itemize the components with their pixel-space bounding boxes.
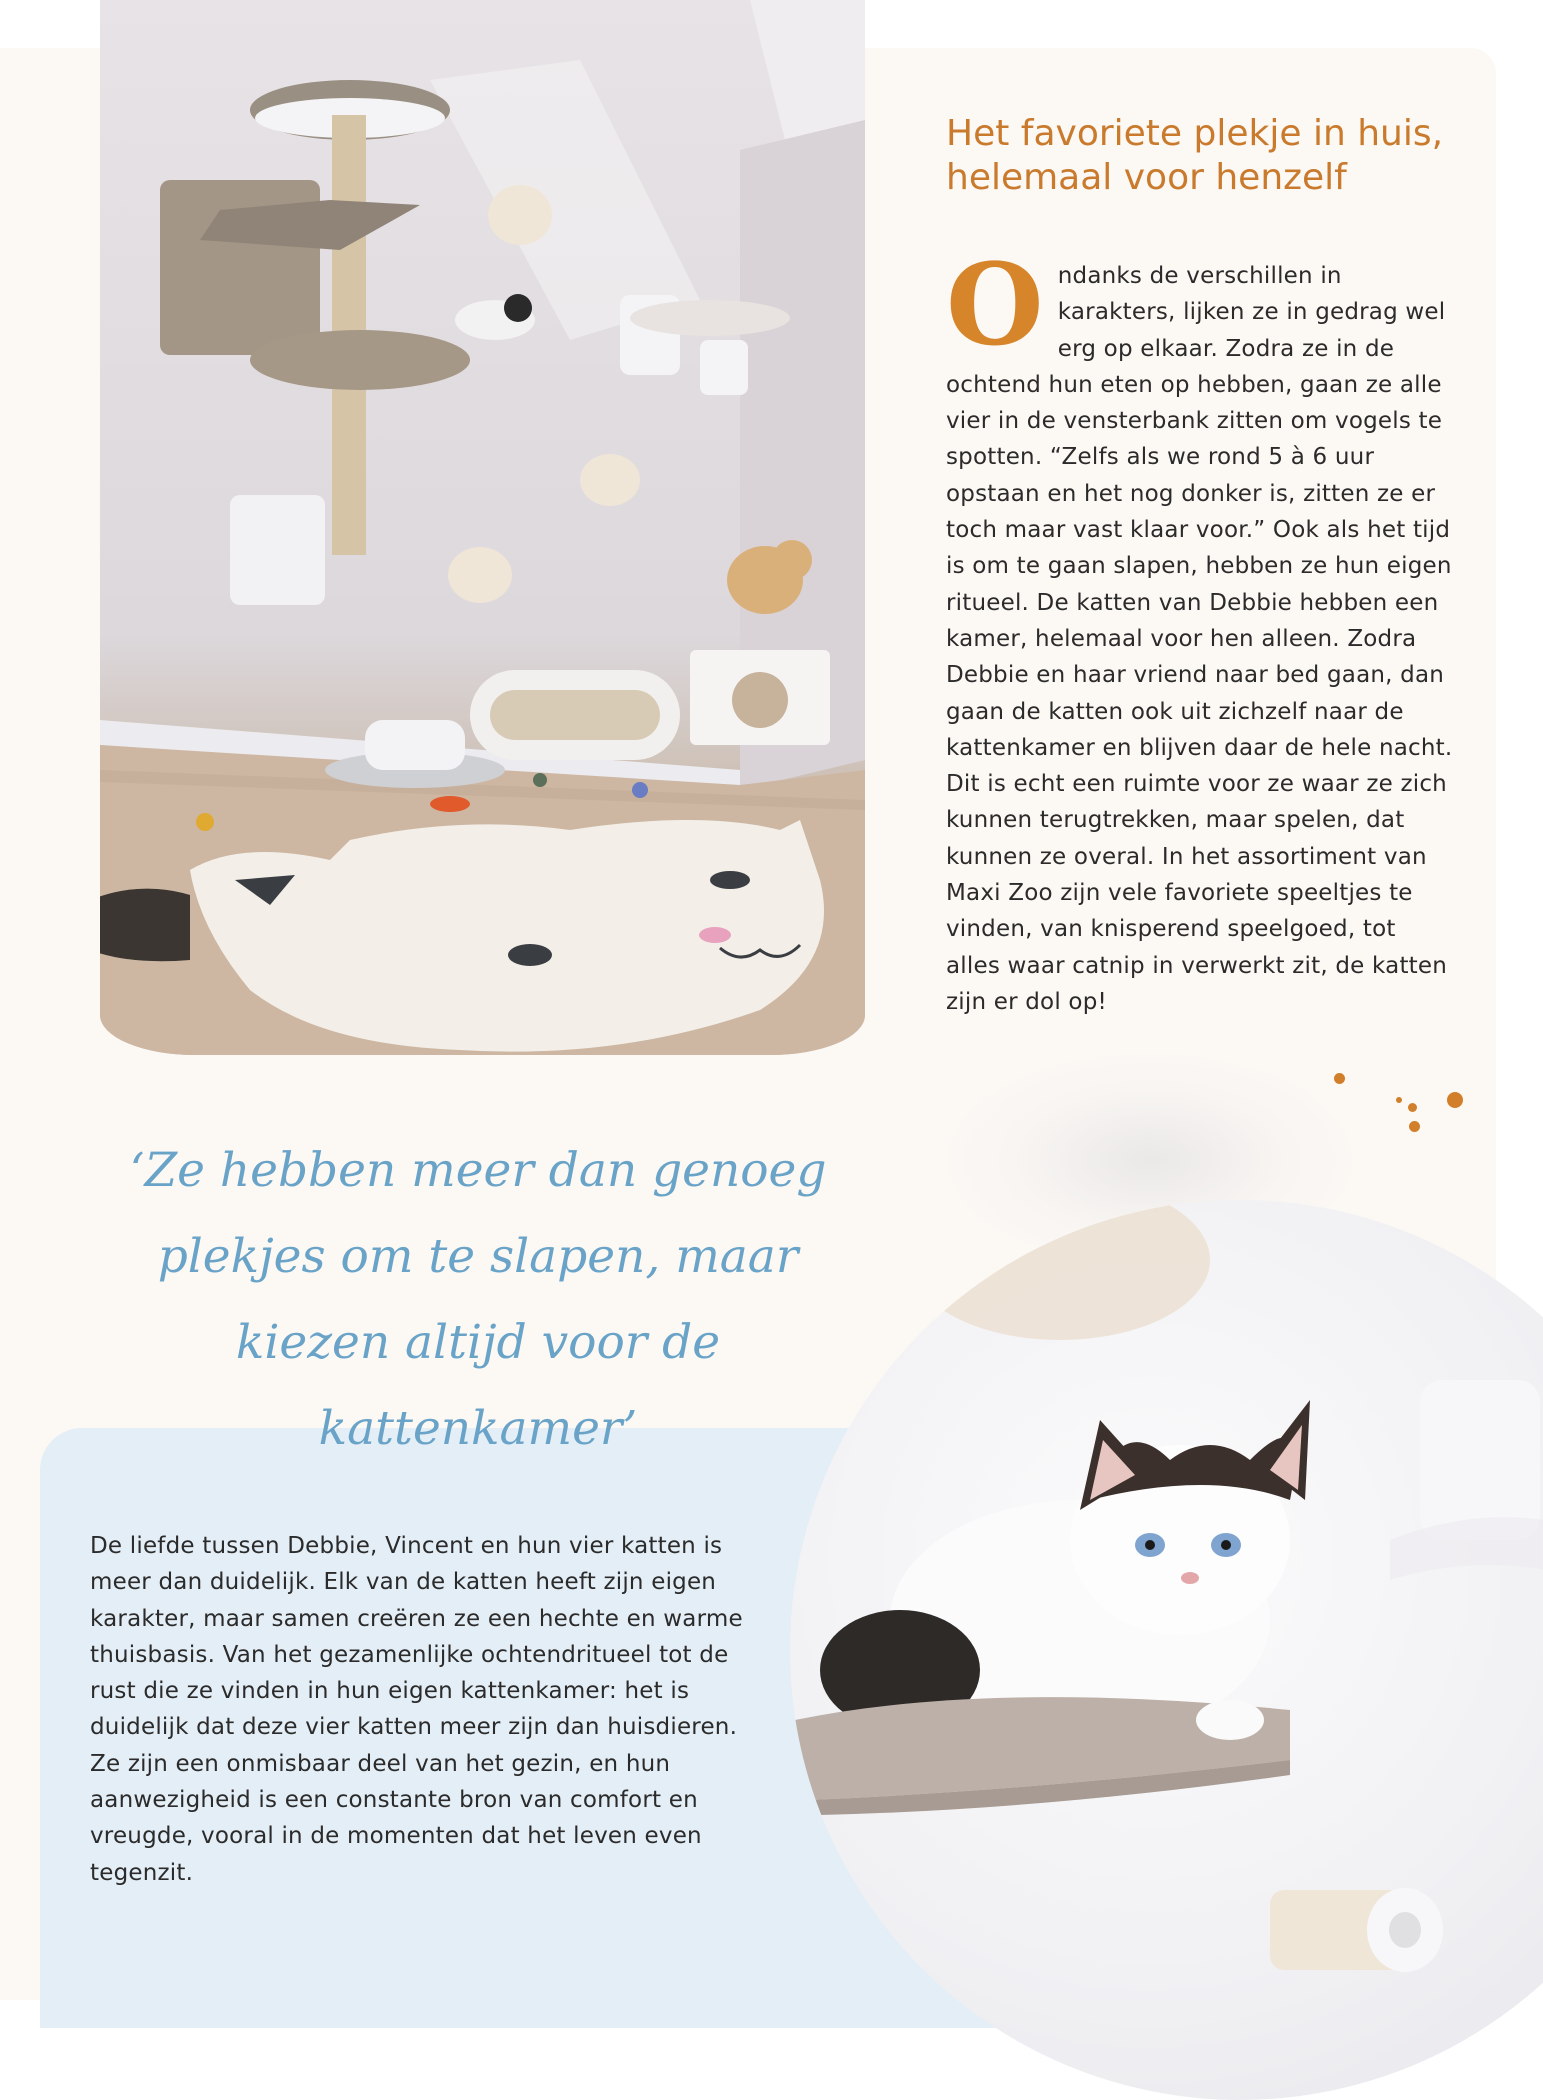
cat-on-shelf-illustration <box>790 1200 1543 2100</box>
pull-quote: ‘Ze hebben meer dan genoeg plekjes om te slapen, maar kiezen altijd voor de kattenkamer’ <box>129 1143 827 1456</box>
drop-cap: O <box>946 240 1044 371</box>
article-heading: Het favoriete plekje in huis, helemaal voor henzelf <box>946 113 1444 198</box>
cat-on-shelf-photo <box>790 1200 1543 2100</box>
article-body-text: ndanks de verschillen in karakters, lijken ze in gedrag wel erg op elkaar. Zodra ze in de ochtend hun eten op hebben, gaan ze alle vier in de vensterbank zitten om vogels te spotten. “Zelfs als we rond 5 à 6 uur opstaan en het nog donker is, zitten ze er toch maar vast klaar voor.” Ook als het tijd is om te gaan slapen, hebben ze hun eigen ritueel. De katten van Debbie hebben een kamer, helemaal voor hen alleen. Zodra Debbie en haar vriend naar bed gaan, dan gaan de katten ook uit zichzelf naar de kattenkamer en blijven daar de hele nacht. Dit is echt een ruimte voor ze waar ze zich kunnen terugtrekken, maar spelen, dat kunnen ze overal. In het assortiment van Maxi Zoo zijn vele favoriete speeltjes te vinden, van knisperend speelgoed, tot alles waar catnip in verwerkt zit, de katten zijn er dol op! <box>946 263 1453 1015</box>
decorative-dot <box>1409 1121 1420 1132</box>
decorative-dot <box>1396 1097 1402 1103</box>
decorative-dot <box>1408 1103 1417 1112</box>
decorative-dot <box>1334 1073 1345 1084</box>
cat-room-photo <box>100 0 865 1055</box>
closing-paragraph: De liefde tussen Debbie, Vincent en hun vier katten is meer dan duidelijk. Elk van de katten heeft zijn eigen karakter, maar samen creëren ze een hechte en warme thuisbasis. Van het gezamenlijke ochtendritueel tot de rust die ze vinden in hun eigen kattenkamer: het is duidelijk dat deze vier katten meer zijn dan huisdieren. Ze zijn een onmisbaar deel van het gezin, en hun aanwezigheid is een constante bron van comfort en vreugde, vooral in de momenten dat het leven even tegenzit. <box>90 1533 743 1886</box>
decorative-dot <box>1447 1092 1463 1108</box>
cat-room-illustration <box>100 0 865 1055</box>
article-body <box>946 240 1456 1020</box>
